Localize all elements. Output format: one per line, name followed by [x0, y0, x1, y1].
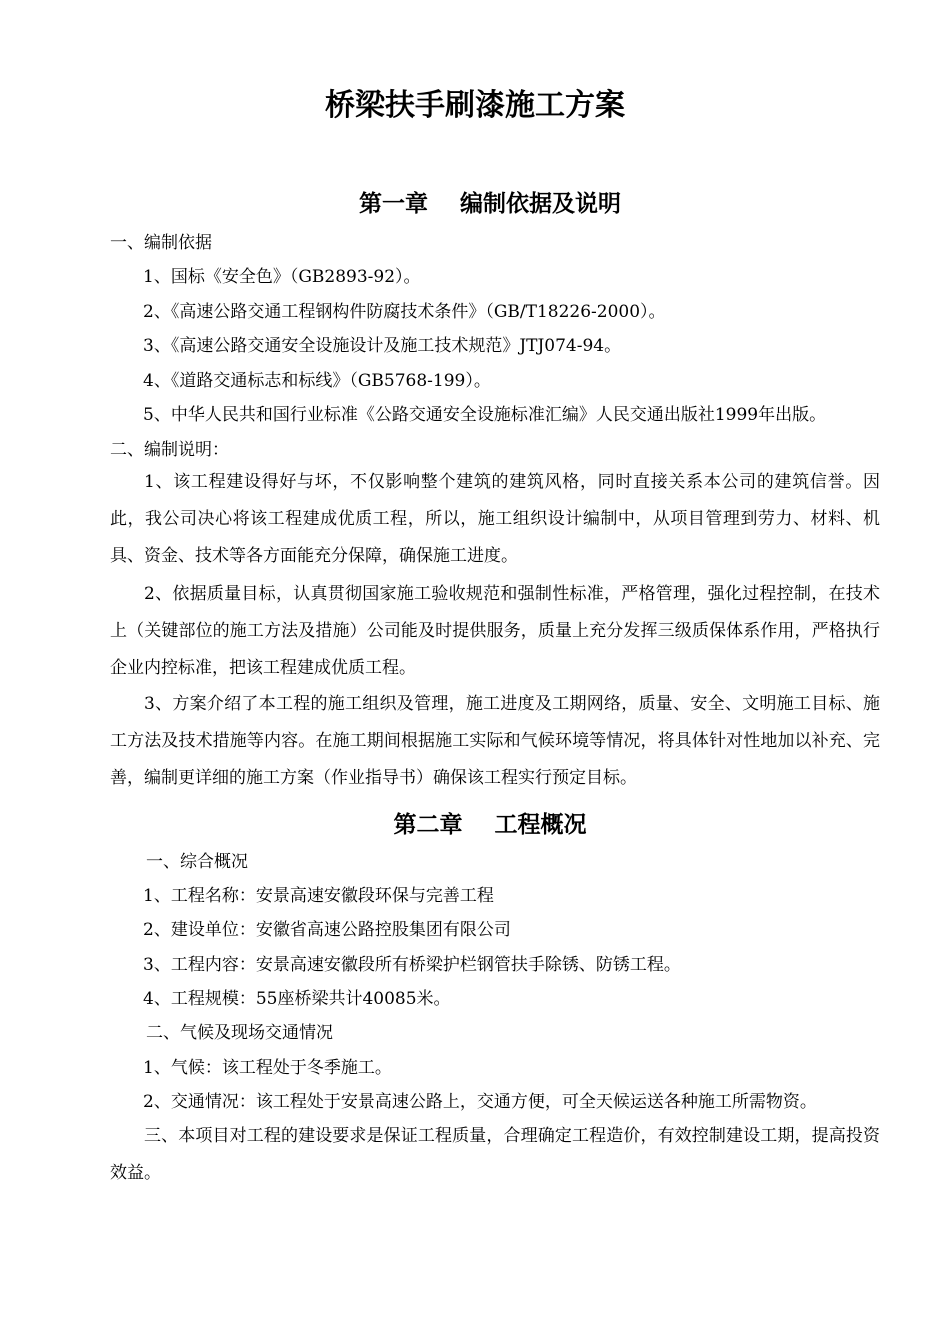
chapter-2-heading: 第二章 工程概况 — [393, 812, 587, 838]
notes-section-heading: 二、编制说明： — [110, 440, 229, 460]
notes-paragraph: 1、该工程建设得好与坏，不仅影响整个建筑的建筑风格，同时直接关系本公司的建筑信誉。因此，我公司决心将该工程建成优质工程，所以，施工组织设计编制中，从项目管理到劳力、材料、机具、资金、技术等各方面能充分保障，确保施工进度。 — [110, 472, 880, 566]
overview-item: 3、工程内容：安景高速安徽段所有桥梁护栏钢管扶手除锈、防锈工程。 — [143, 955, 681, 975]
overview-section-heading: 一、综合概况 — [146, 852, 248, 872]
basis-item: 4、《道路交通标志和标线》（GB5768-199）。 — [143, 371, 491, 391]
chapter-1-heading: 第一章 编制依据及说明 — [358, 191, 622, 217]
conditions-item: 2、交通情况：该工程处于安景高速公路上，交通方便，可全天候运送各种施工所需物资。 — [143, 1092, 817, 1112]
notes-paragraph: 3、方案介绍了本工程的施工组织及管理，施工进度及工期网络，质量、安全、文明施工目标、施工方法及技术措施等内容。在施工期间根据施工实际和气候环境等情况，将具体针对性地加以补充、完善，编制更详细的施工方案（作业指导书）确保该工程实行预定目标。 — [110, 694, 880, 788]
conditions-item: 1、气候：该工程处于冬季施工。 — [143, 1058, 392, 1078]
basis-item: 3、《高速公路交通安全设施设计及施工技术规范》JTJ074-94。 — [143, 336, 622, 356]
overview-item: 2、建设单位：安徽省高速公路控股集团有限公司 — [143, 920, 511, 940]
conditions-section-heading: 二、气候及现场交通情况 — [146, 1023, 333, 1043]
notes-paragraph: 2、依据质量目标，认真贯彻国家施工验收规范和强制性标准，严格管理，强化过程控制，在技术上（关键部位的施工方法及措施）公司能及时提供服务，质量上充分发挥三级质保体系作用，严格执行企业内控标准，把该工程建成优质工程。 — [110, 584, 880, 678]
basis-item: 5、中华人民共和国行业标准《公路交通安全设施标准汇编》人民交通出版社1999年出版。 — [143, 405, 827, 425]
basis-section-heading: 一、编制依据 — [110, 233, 212, 253]
overview-item: 1、工程名称：安景高速安徽段环保与完善工程 — [143, 886, 494, 906]
requirements-paragraph: 三、本项目对工程的建设要求是保证工程质量，合理确定工程造价，有效控制建设工期，提高投资效益。 — [110, 1126, 880, 1183]
basis-item: 2、《高速公路交通工程钢构件防腐技术条件》（GB/T18226-2000）。 — [143, 302, 666, 322]
basis-item: 1、国标《安全色》（GB2893-92）。 — [143, 267, 421, 287]
overview-item: 4、工程规模：55座桥梁共计40085米。 — [143, 989, 451, 1009]
document-title: 桥梁扶手刷漆施工方案 — [325, 88, 625, 123]
